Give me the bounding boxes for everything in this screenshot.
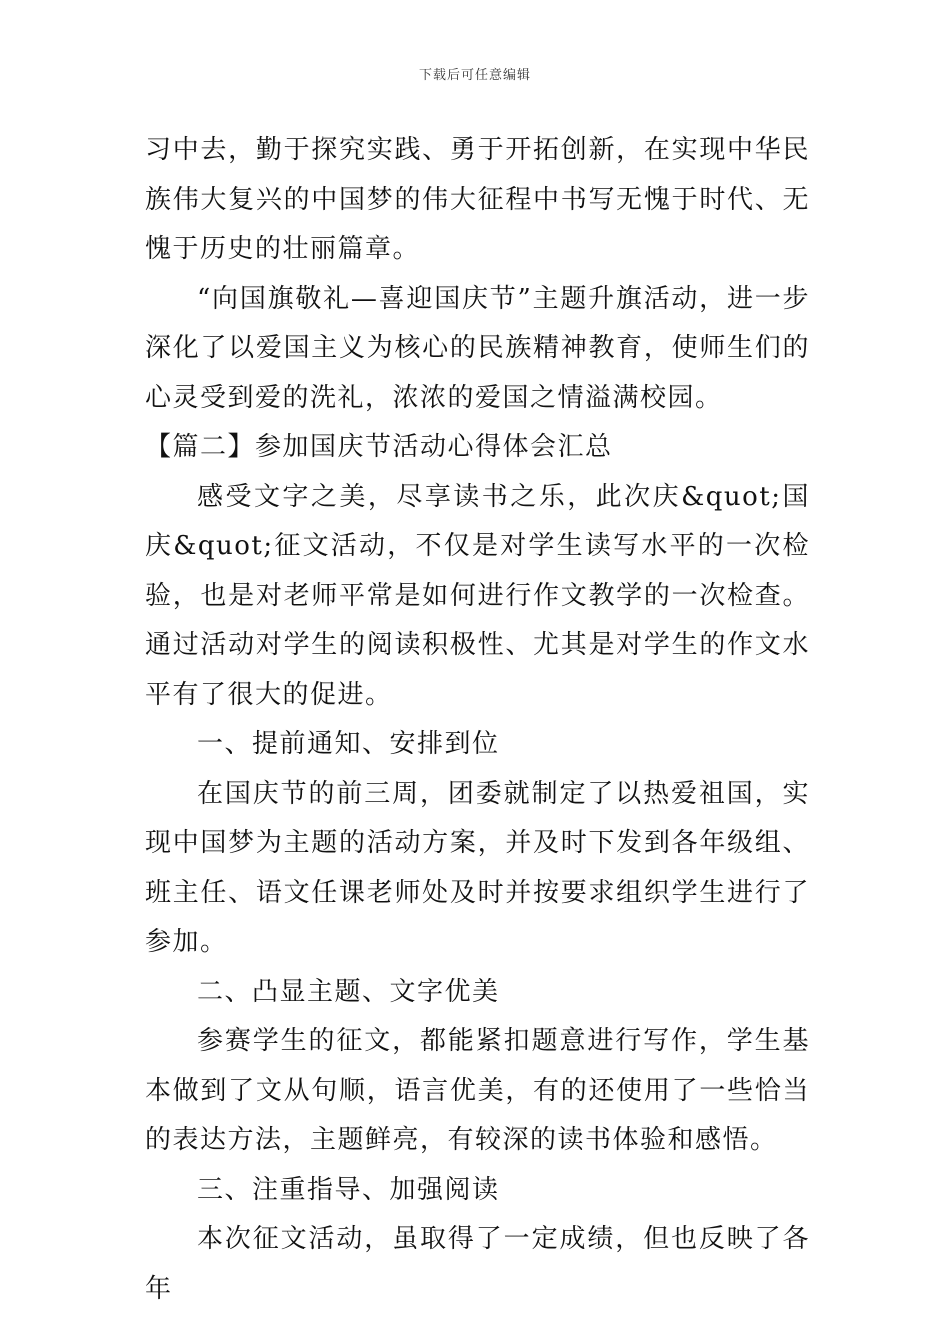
section-title: 【篇二】参加国庆节活动心得体会汇总 <box>145 432 613 462</box>
page-header-note: 下载后可任意编辑 <box>418 68 531 83</box>
subheading-theme: 二、凸显主题、文字优美 <box>197 976 500 1007</box>
document-body <box>145 126 810 1314</box>
paragraph-notice: 在国庆节的前三周，团委就制定了以热爱祖国，实现中国梦为主题的活动方案，并及时下发到各年级组、班主任、语文任课老师处及时并按要求组织学生进行了参加。 <box>145 778 810 957</box>
paragraph-essay-activity: 感受文字之美，尽享读书之乐，此次庆&quot;国庆&quot;征文活动，不仅是对学生读写水平的一次检验，也是对老师平常是如何进行作文教学的一次检查。通过活动对学生的阅读积极性、尤其是对学生的作文水平有了很大的促进。 <box>145 481 810 710</box>
subheading-guidance: 三、注重指导、加强阅读 <box>197 1174 500 1205</box>
subheading-notice: 一、提前通知、安排到位 <box>197 729 500 759</box>
paragraph-guidance: 本次征文活动，虽取得了一定成绩，但也反映了各年 <box>145 1224 810 1304</box>
paragraph-continuation: 习中去，勤于探究实践、勇于开拓创新，在实现中华民族伟大复兴的中国梦的伟大征程中书写无愧于时代、无愧于历史的壮丽篇章。 <box>145 135 810 264</box>
paragraph-theme: 参赛学生的征文，都能紧扣题意进行写作，学生基本做到了文从句顺，语言优美，有的还使用了一些恰当的表达方法，主题鲜亮，有较深的读书体验和感悟。 <box>145 1026 810 1155</box>
paragraph-flag-ceremony: “向国旗敬礼—喜迎国庆节”主题升旗活动，进一步深化了以爱国主义为核心的民族精神教育，使师生们的心灵受到爱的洗礼，浓浓的爱国之情溢满校园。 <box>145 283 810 413</box>
